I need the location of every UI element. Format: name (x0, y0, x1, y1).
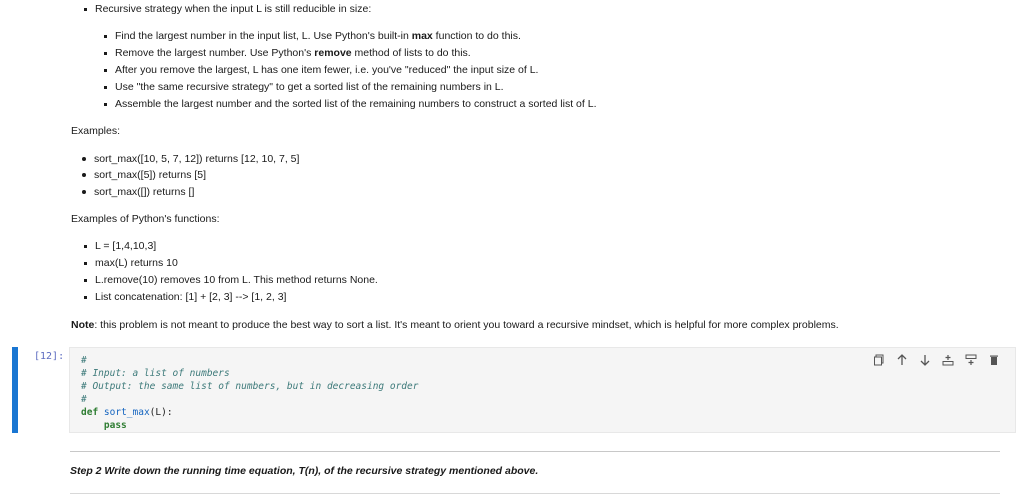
list-item: sort_max([5]) returns [5] (82, 169, 206, 181)
functions-heading: Examples of Python's functions: (71, 213, 220, 225)
list-item: sort_max([10, 5, 7, 12]) returns [12, 10, 7, 5] (82, 153, 299, 165)
list-item: L = [1,4,10,3] (84, 240, 156, 252)
insert-below-icon[interactable] (963, 352, 978, 367)
divider (70, 493, 1000, 494)
note-label: Note (71, 319, 95, 331)
list-item: max(L) returns 10 (84, 257, 178, 269)
move-up-icon[interactable] (894, 352, 909, 367)
delete-icon[interactable] (986, 352, 1001, 367)
list-item: L.remove(10) removes 10 from L. This method returns None. (84, 274, 378, 286)
insert-above-icon[interactable] (940, 352, 955, 367)
list-item: Assemble the largest number and the sorted list of the remaining numbers to construct a sorted list of L. (104, 98, 597, 110)
list-item: Find the largest number in the input list, L. Use Python's built-in max function to do this. (104, 30, 521, 42)
list-item: List concatenation: [1] + [2, 3] --> [1, 2, 3] (84, 291, 286, 303)
recursive-strategy-label: Recursive strategy when the input L is still reducible in size: (95, 3, 372, 15)
duplicate-icon[interactable] (871, 352, 886, 367)
code-cell[interactable] (12, 347, 1018, 433)
code-editor[interactable] (69, 347, 1016, 433)
divider (70, 451, 1000, 452)
list-item: After you remove the largest, L has one item fewer, i.e. you've "reduced" the input size of L. (104, 64, 538, 76)
list-item: sort_max([]) returns [] (82, 186, 194, 198)
list-item: Remove the largest number. Use Python's remove method of lists to do this. (104, 47, 471, 59)
note-paragraph: Note: this problem is not meant to produce the best way to sort a list. It's meant to orient you toward a recursive mindset, which is helpful for more complex problems. (71, 319, 839, 331)
list-item: Use "the same recursive strategy" to get a sorted list of the remaining numbers in L. (104, 81, 504, 93)
list-item (84, 3, 371, 15)
cell-selection-bar[interactable] (12, 347, 18, 433)
execution-count: [12]: (34, 351, 65, 362)
cell-toolbar (871, 352, 1001, 367)
move-down-icon[interactable] (917, 352, 932, 367)
step-2-heading: Step 2 Write down the running time equation, T(n), of the recursive strategy mentioned above. (70, 465, 539, 477)
examples-heading: Examples: (71, 125, 121, 137)
code-text[interactable]: # # Input: a list of numbers # Output: the same list of numbers, but in decreasing order # def sort_max(L): pass (81, 355, 419, 431)
